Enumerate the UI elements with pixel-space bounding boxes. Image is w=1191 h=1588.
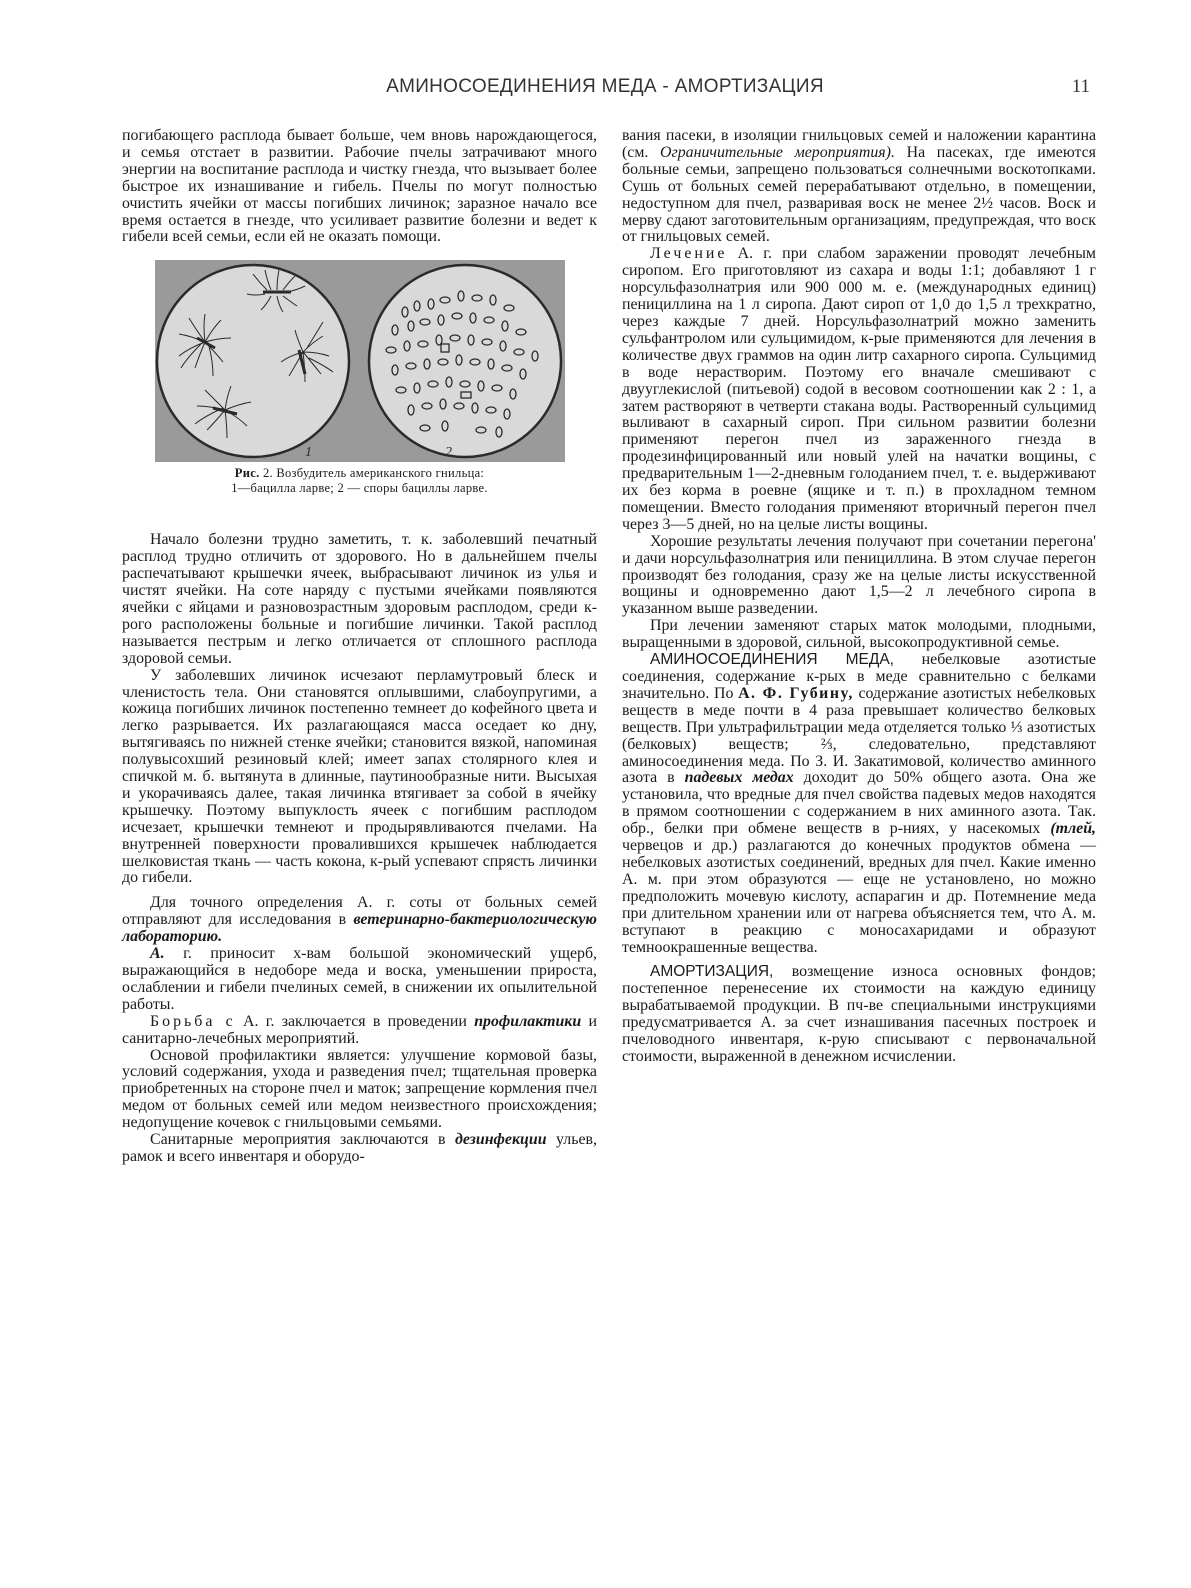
entry-headword: АМОРТИЗАЦИЯ, xyxy=(650,963,774,981)
caption-main: 2. Возбудитель американского гнильца: xyxy=(259,466,485,481)
text-span: и санитарно-лечебных мероприятий. xyxy=(122,1012,597,1047)
left-paragraph-7: Основой профилактики является: улучшение кормовой базы, условий содержания, ухода и разведения пчел; тщательная проверка приобретенных на стороне пчел и маток; запрещение кормления пчел медом от больных семей или медом неизвестного происхождения; недопущение кочевок с гнильцовыми семьями. xyxy=(122,1046,597,1132)
figure-label-2: 2 xyxy=(444,445,452,461)
page-number: 11 xyxy=(1071,76,1090,97)
figure-label-1: 1 xyxy=(304,445,312,461)
italic-term: ветеринарно-бактериологическую лабораторию. xyxy=(122,911,597,946)
left-paragraph-8 xyxy=(122,1132,597,1166)
right-paragraph-3: Хорошие результаты лечения получают при сочетании перегона' и дачи норсульфазолнатрия или пенициллина. В этом случае перегон производят без голодания, сразу же на целые листы искусственной вощины и одновременно дают 1,5—2 л лечебного сиропа в указанном выше разведении. xyxy=(622,532,1096,618)
text-span: А. г. заключается в проведении xyxy=(235,1012,475,1030)
text-span: доходит до 50% общего азота. Она же установила, что вредные для пчел свойства падевых медов находятся в прямом соотношении с содержанием в них аминного азота. Так. обр., белки при обмене веществ в р-ниях, у насекомых xyxy=(622,769,1096,838)
right-paragraph-4: При лечении заменяют старых маток молодыми, плодными, выращенными в здоровой, сильной, высокопродуктивной семье. xyxy=(622,617,1096,652)
spaced-term: Лечение xyxy=(650,245,728,263)
text-span: Санитарные мероприятия заключаются в xyxy=(150,1131,455,1149)
text-span: На пасеках, где имеются больные семьи, запрещено пользоваться солнечными воскотопками. Сушь от больных семей перерабатывают отдельно, в помещении, недоступном для пчел, разваривая воск не менее 2½ часов. Воск и мерву сдают заготовительным организациям, предупреждая, что воск от гнильцовых семей. xyxy=(622,143,1096,246)
text-span: вания пасеки, в изоляции гнильцовых семей и наложении карантина (см. xyxy=(622,127,1096,161)
left-paragraph-5 xyxy=(122,946,597,1014)
right-paragraph-2 xyxy=(622,246,1096,533)
text-span: возмещение износа основных фондов; постепенное перенесение их стоимости на каждую единицу вырабатываемой продукции. В пч-ве специальными инструкциями предусматривается А. за счет изнашивания пасечных построек и пчеловодного инвентаря, к-рую списывают с первоначальной стоимости, выраженной в денежном исчислении. xyxy=(622,963,1096,1065)
left-paragraph-4 xyxy=(122,895,597,946)
entry-headword: АМИНОСОЕДИНЕНИЯ МЕДА, xyxy=(650,651,894,669)
running-header xyxy=(120,76,1090,100)
italic-term: падевых медах xyxy=(684,769,794,787)
italic-term: профилактики xyxy=(474,1012,582,1030)
left-paragraph-1: погибающего расплода бывает больше, чем вновь нарождающегося, и семья отстает в развитии. Рабочие пчелы затрачивают много энергии на воспитание расплода и чистку гнезда, что вызывает более быстрое их изнашивание и гибель. Пчелы по могут полностью очистить ячейки от массы погибших личинок; заразное начало все время остается в гнезде, что усиливает развитие болезни и ведет к гибели всей семьи, если ей не оказать помощи. xyxy=(122,127,597,246)
text-span: ульев, рамок и всего инвентаря и оборудо- xyxy=(122,1131,597,1165)
italic-term: Ограничительные мероприятия). xyxy=(660,143,895,161)
right-paragraph-5 xyxy=(622,652,1096,956)
spaced-term: Борьба с xyxy=(150,1012,236,1030)
text-span: содержание азотистых небелковых веществ в меде почти в 4 раза превышает количество белковых веществ. При ультрафильтрации меда отделяется только ⅓ азотистых (белковых) веществ; ⅔, следовательно, представляют аминосоединения меда. По З. И. Закатимовой, количество аминного азота в xyxy=(622,684,1096,787)
text-span: червецов и др.) разлагаются до конечных продуктов обмена — небелковых азотистых соединений, вредных для пчел. Какие именно А. м. при этом образуются — еще не установлено, но можно предположить мочевую кислоту, аспарагин и др. Потемнение меда при длительном хранении или от нагрева объясняется тем, что А. м. вступают в реакцию с моносахаридами и образуют темноокрашенные вещества. xyxy=(622,837,1096,956)
figure-caption xyxy=(122,466,597,496)
right-paragraph-6 xyxy=(622,964,1096,1065)
text-span: Для точного определения А. г. соты от больных семей отправляют для исследования в xyxy=(122,894,597,929)
left-paragraph-2: Начало болезни трудно заметить, т. к. заболевший печатный расплод трудно отличить от здорового. Но в дальнейшем пчелы распечатывают крышечки ячеек, выбрасывают личинок из улья и чистят ячейки. На соте наряду с пустыми ячейками появляются ячейки с яйцами и разновозрастным здоровым расплодом, среди к-рого расположены больные и погибшие личинки. Такой расплод называется пестрым и легко отличается от сплошного расплода здоровой семьи. xyxy=(122,531,597,667)
left-column xyxy=(122,128,597,1166)
caption-line-2: 1—бацилла ларве; 2 — споры бациллы ларве. xyxy=(231,481,488,496)
figure-2-illustration xyxy=(155,260,565,462)
author-name: А. Ф. Губину, xyxy=(738,684,854,702)
italic-term: дезинфекции xyxy=(454,1131,547,1149)
text-span: г. приносит х-вам большой экономический ущерб, выражающийся в недоборе меда и воска, уменьшении прироста, ослаблении и гибели пчелиных семей, в снижении их опылительной работы. xyxy=(122,945,597,1013)
text-span: небелковые азотистые соединения, содержание к-рых в меде сравнительно с белками значительно. По xyxy=(622,651,1096,702)
text-span: А. г. при слабом заражении проводят лечебным сиропом. Его приготовляют из сахара и воды 1:1; добавляют 1 г норсульфазолнатрия или 900 000 м. е. (международных единиц) пенициллина на 1 л сиропа. Дают сироп от 1,0 до 1,5 л трехкратно, через каждые 7 дней. Норсульфазолнатрий можно заменить сульфантролом или сульцимидом, к-рые применяются для лечения в количестве двух граммов на один литр сахарного сиропа. Сульцимид в воде нерастворим. Поэтому его вначале смешивают с двууглекислой (питьевой) содой в весовом соотношении как 2 : 1, а затем растворяют в четверти стакана воды. Растворенный сульцимид выливают в сахарный сироп. При сильном развитии болезни применяют перегон пчел из зараженного гнезда в продезинфицированный или новый улей на начатки вощины, с предварительным 1—2-дневным голоданием пчел, т. е. выдерживают их без корма в роевне (ящике и т. п.) в прохладном темном помещении. Вместо голодания применяют вторичный перегон пчел через 3—5 дней, но на целые листы вощины. xyxy=(622,245,1096,533)
italic-term: (тлей, xyxy=(1050,820,1096,838)
left-paragraph-6 xyxy=(122,1014,597,1048)
caption-prefix: Рис. xyxy=(234,466,260,481)
right-paragraph-1 xyxy=(622,128,1096,246)
italic-term: А. xyxy=(150,945,165,963)
figure-2 xyxy=(122,260,597,496)
header-title: АМИНОСОЕДИНЕНИЯ МЕДА - АМОРТИЗАЦИЯ xyxy=(386,76,824,97)
left-paragraph-3: У заболевших личинок исчезают перламутровый блеск и членистость тела. Они становятся оплывшими, слабоупругими, а кожица погибших личинок постепенно темнеет до кофейного цвета и легко разрывается. Их разлагающаяся масса оседает ко дну, вытягиваясь по нижней стенке ячейки; становится вязкой, напоминая полувысохший резиновый клей; имеет запах столярного клея и спичкой м. б. вытянута в длинные, паутинообразные нити. Высыхая и укорачиваясь далее, такая личинка втягивает за собой в ячейку крышечку. Поэтому выпуклость ячеек с погибшим расплодом исчезает, крышечки темнеют и продырявливаются пчелами. На внутренней поверхности провалившихся крышечек наблюдается шелковистая ткань — часть кокона, к-рый успевают спрясть личинки до гибели. xyxy=(122,666,597,887)
right-column xyxy=(622,128,1096,1066)
